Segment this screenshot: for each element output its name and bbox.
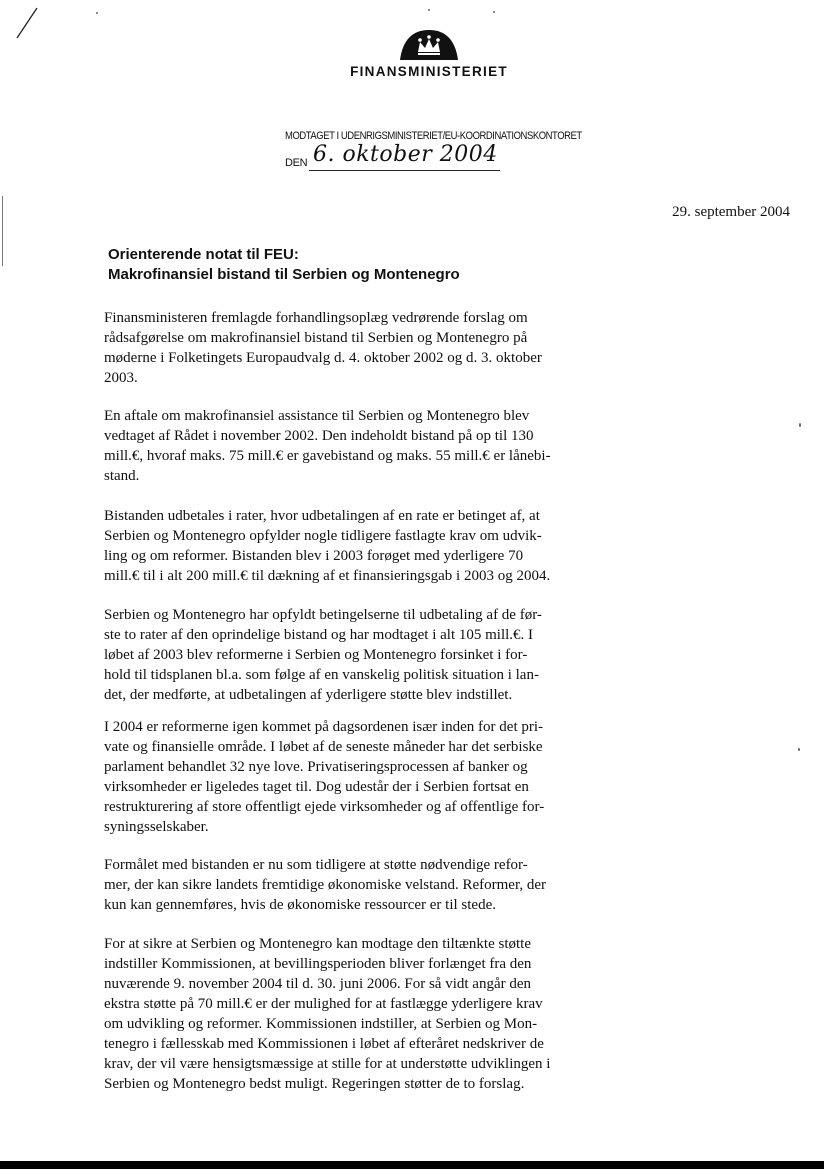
heading-line: Orienterende notat til FEU: [108,246,299,263]
text-line: En aftale om makrofinansiel assistance til Serbien og Montenegro blev [104,408,530,424]
text-line: virksomheder er ligeledes taget til. Dog udestår der i Serbien fortsat en [104,779,529,795]
text-line: hold til tidsplanen bl.a. som følge af en vanskelig politisk situation i lan- [104,667,539,683]
text-line: tenegro i fællesskab med Kommissionen i løbet af efteråret nedskriver de [104,1036,544,1052]
heading-line: Makrofinansiel bistand til Serbien og Montenegro [108,266,460,283]
stamp-den-label: DEN [285,157,308,169]
text-line: Formålet med bistanden er nu som tidligere at støtte nødvendige refor- [104,857,528,873]
scan-speck [799,423,801,427]
text-line: møderne i Folketingets Europaudvalg d. 4. oktober 2002 og d. 3. oktober [104,350,542,366]
text-line: kun kan gennemføres, hvis de økonomiske ressourcer er til stede. [104,897,496,913]
text-line: restrukturering af store offentligt ejede virksomheder og af offentlige for- [104,799,545,815]
text-line: vedtaget af Rådet i november 2002. Den indeholdt bistand på op til 130 [104,428,534,444]
pen-slash-mark [0,0,40,45]
text-line: vate og finansielle område. I løbet af de seneste måneder har det serbiske [104,739,543,755]
stamp-date-underline [309,170,500,171]
text-line: nuværende 9. november 2004 til d. 30. juni 2006. For så vidt angår den [104,976,532,992]
text-line: ekstra støtte på 70 mill.€ er der mulighed for at fastlægge yderligere krav [104,996,543,1012]
text-line: krav, der vil være hensigtsmæssige at stille for at understøtte udviklingen i [104,1056,551,1072]
text-line: det, der medførte, at udbetalingen af yderligere støtte blev indstillet. [104,687,513,703]
handwritten-received-date: 6. oktober 2004 [313,142,498,167]
text-line: ling og om reformer. Bistanden blev i 2003 forøget med yderligere 70 [104,548,524,564]
ministry-name: FINANSMINISTERIET [350,64,508,79]
text-line: mill.€, hvoraf maks. 75 mill.€ er gavebistand og maks. 55 mill.€ er lånebi- [104,448,551,464]
text-line: rådsafgørelse om makrofinansiel bistand til Serbien og Montenegro på [104,330,528,346]
text-line: mer, der kan sikre landets fremtidige økonomiske velstand. Reformer, der [104,877,546,893]
crown-emblem-icon [398,28,460,62]
scan-edge-line [2,196,3,266]
scan-speck [493,11,495,13]
text-line: Bistanden udbetales i rater, hvor udbetalingen af en rate er betinget af, at [104,508,540,524]
text-line: I 2004 er reformerne igen kommet på dagsordenen især inden for det pri- [104,719,544,735]
paragraph-intro [104,308,624,388]
document-date: 29. september 2004 [672,204,790,220]
paragraph-purpose [104,855,624,915]
text-line: Serbien og Montenegro bedst muligt. Regeringen støtter de to forslag. [104,1076,525,1092]
text-line: om udvikling og reformer. Kommissionen indstiller, at Serbien og Mon- [104,1016,538,1032]
text-line: parlament behandlet 32 nye love. Privatiseringsprocessen af banker og [104,759,528,775]
paragraph-conditions [104,605,624,705]
scan-speck [96,12,98,14]
scan-speck [428,9,430,11]
text-line: Serbien og Montenegro opfylder nogle tidligere fastlagte krav om udvik- [104,528,542,544]
text-line: mill.€ til i alt 200 mill.€ til dækning af et finansieringsgab i 2003 og 2004. [104,568,551,584]
scan-speck [798,748,800,751]
paragraph-disbursement [104,506,624,586]
paragraph-reforms-2004 [104,717,624,837]
paragraph-agreement [104,406,624,486]
text-line: Finansministeren fremlagde forhandlingsoplæg vedrørende forslag om [104,310,528,326]
text-line: 2003. [104,370,138,386]
text-line: ste to rater af den oprindelige bistand og har modtaget i alt 105 mill.€. I [104,627,534,643]
text-line: For at sikre at Serbien og Montenegro kan modtage den tiltænkte støtte [104,936,531,952]
text-line: stand. [104,468,140,484]
document-heading [108,245,460,285]
text-line: indstiller Kommissionen, at bevillingsperioden bliver forlænget fra den [104,956,532,972]
text-line: syningsselskaber. [104,819,209,835]
scan-bottom-edge [0,1161,824,1169]
text-line: løbet af 2003 blev reformerne i Serbien og Montenegro forsinket i for- [104,647,528,663]
received-stamp-text: MODTAGET I UDENRIGSMINISTERIET/EU-KOORDINATIONSKONTORET [285,130,582,142]
paragraph-recommendation [104,934,624,1094]
text-line: Serbien og Montenegro har opfyldt betingelserne til udbetaling af de før- [104,607,542,623]
